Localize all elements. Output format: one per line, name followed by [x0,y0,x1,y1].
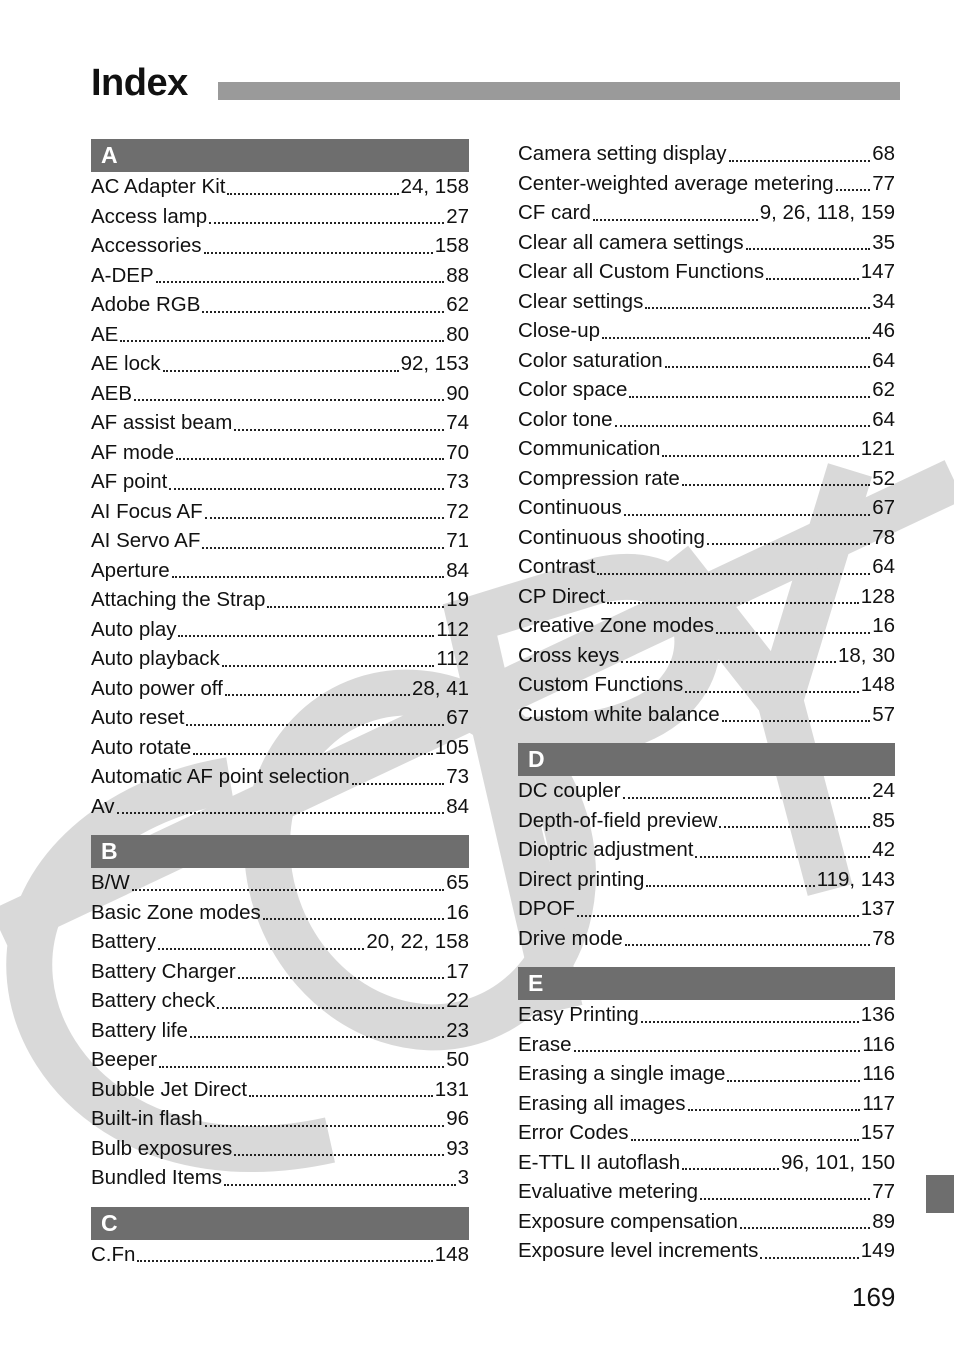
index-entry [91,792,469,822]
entry-term: Clear settings [518,289,644,313]
dot-leader [688,1109,861,1111]
entry-pages: 88 [446,263,469,287]
entry-term: Access lamp [91,204,208,228]
entry-pages: 136 [860,1003,895,1026]
dot-leader [574,1050,861,1052]
entry-pages: 119, 143 [816,867,895,891]
index-entry [518,287,895,317]
dot-leader [646,885,814,887]
entry-pages: 116 [862,1062,895,1085]
entry-pages: 93 [446,1136,469,1160]
dot-leader [607,602,858,604]
dot-leader [729,160,871,162]
dot-leader [625,944,870,946]
dot-leader [234,429,444,431]
dot-leader [202,311,444,313]
entry-pages: 52 [872,466,895,490]
entry-pages: 17 [446,959,469,983]
index-entry [91,261,469,291]
entry-pages: 148 [434,1242,469,1266]
dot-leader [707,543,870,545]
index-entry [91,1240,469,1270]
entry-term: Av [91,794,115,818]
entry-term: Creative Zone modes [518,614,714,637]
entry-pages: 112 [436,617,469,641]
entry-term: CP Direct [518,584,606,608]
dot-leader [224,1184,456,1186]
entry-pages: 84 [446,558,469,582]
entry-term: Drive mode [518,926,623,950]
dot-leader [222,665,435,667]
index-entry [518,257,895,287]
entry-pages: 62 [872,378,895,401]
entry-term: Bubble Jet Direct [91,1077,248,1101]
entry-term: Beeper [91,1048,158,1071]
entry-term: Custom Functions [518,673,684,696]
entry-term: Exposure level increments [518,1239,759,1262]
dot-leader [263,918,444,920]
dot-leader [695,856,870,858]
entry-term: Built-in flash [91,1107,203,1130]
entry-term: Erasing all images [518,1091,686,1115]
entry-pages: 73 [446,765,469,788]
index-entry [91,986,469,1016]
dot-leader [193,753,432,755]
index-entry [91,703,469,733]
dot-leader [205,1125,445,1127]
entry-pages: 67 [446,706,469,729]
index-entry [91,231,469,261]
dot-leader [186,724,444,726]
dot-leader [176,458,444,460]
dot-leader [267,606,444,608]
index-entry [91,202,469,232]
entry-pages: 34 [872,289,895,313]
section-header-c: C [91,1207,469,1240]
entry-term: Easy Printing [518,1003,639,1026]
entry-pages: 67 [872,496,895,519]
dot-leader [629,396,870,398]
index-entry [518,1177,895,1207]
entry-term: AC Adapter Kit [91,175,226,198]
index-entry [518,169,895,199]
entry-term: Continuous [518,496,622,519]
chapter-tab [926,1175,954,1213]
entry-pages: 42 [872,838,895,861]
dot-leader [169,488,444,490]
entry-pages: 18, 30 [838,643,895,667]
dot-leader [209,222,444,224]
entry-term: Custom white balance [518,702,720,726]
entry-pages: 112 [436,647,469,670]
dot-leader [602,337,870,339]
entry-pages: 80 [446,322,469,346]
entry-term: Communication [518,437,661,460]
dot-leader [597,573,870,575]
index-entry [518,924,895,954]
entry-pages: 137 [860,897,895,920]
index-entry [518,139,895,169]
index-entry [91,1104,469,1134]
entry-term: A-DEP [91,263,154,287]
entry-pages: 50 [446,1048,469,1071]
entry-pages: 96 [446,1107,469,1130]
dot-leader [234,1154,444,1156]
entry-pages: 64 [872,555,895,578]
index-entry [518,641,895,671]
index-entry [91,644,469,674]
entry-pages: 117 [862,1091,895,1115]
dot-leader [132,889,444,891]
dot-leader [117,812,445,814]
entry-pages: 23 [446,1018,469,1042]
entry-pages: 158 [434,234,469,257]
dot-leader [205,517,445,519]
entry-term: Basic Zone modes [91,900,261,924]
dot-leader [641,1021,859,1023]
entry-pages: 9, 26, 118, 159 [759,201,895,224]
entry-pages: 27 [446,204,469,228]
dot-leader [746,248,871,250]
dot-leader [593,219,758,221]
section-gap [518,953,895,967]
index-entry [91,674,469,704]
dot-leader [190,1036,444,1038]
index-entry [91,868,469,898]
entry-term: Color tone [518,407,613,431]
dot-leader [178,635,434,637]
index-entry [518,1089,895,1119]
section-header-b: B [91,835,469,868]
index-entry [91,408,469,438]
page-title: Index [91,62,188,104]
entry-pages: 78 [872,525,895,549]
section-gap [91,1193,469,1207]
entry-pages: 149 [860,1239,895,1262]
entry-pages: 89 [872,1209,895,1233]
dot-leader [227,193,398,195]
index-entry [91,526,469,556]
index-entry [518,1118,895,1148]
index-entry [91,556,469,586]
index-entry [91,379,469,409]
dot-leader [217,1007,444,1009]
dot-leader [204,252,433,254]
entry-term: Auto reset [91,706,185,729]
entry-term: Battery Charger [91,959,236,983]
entry-term: Auto rotate [91,735,192,759]
index-entry [91,467,469,497]
entry-pages: 131 [434,1077,469,1101]
entry-pages: 148 [860,673,895,696]
index-entry [91,615,469,645]
index-entry [518,700,895,730]
entry-term: Camera setting display [518,142,727,165]
entry-pages: 105 [434,735,469,759]
index-entry [518,434,895,464]
entry-term: B/W [91,871,130,894]
entry-term: Automatic AF point selection [91,765,350,788]
index-entry [91,290,469,320]
dot-leader [719,826,870,828]
entry-term: AF point [91,470,168,493]
entry-term: Color space [518,378,628,401]
index-entry [518,198,895,228]
dot-leader [238,977,444,979]
dot-leader [202,547,444,549]
entry-term: Depth-of-field preview [518,808,718,832]
entry-pages: 20, 22, 158 [366,930,469,953]
index-entry [518,228,895,258]
index-entry [518,894,895,924]
entry-term: CF card [518,201,591,224]
index-entry [518,316,895,346]
entry-term: AF assist beam [91,411,233,434]
index-entry [518,1059,895,1089]
index-entry [518,1030,895,1060]
entry-term: Battery [91,930,156,953]
dot-leader [249,1095,433,1097]
entry-term: AI Servo AF [91,529,201,552]
entry-pages: 73 [446,470,469,493]
entry-term: Attaching the Strap [91,588,266,611]
entry-term: Direct printing [518,867,645,891]
dot-leader [624,514,870,516]
entry-pages: 90 [446,381,469,405]
entry-term: Adobe RGB [91,293,201,316]
dot-leader [682,1168,779,1170]
dot-leader [172,576,445,578]
entry-term: AF mode [91,440,175,464]
entry-pages: 78 [872,926,895,950]
entry-pages: 77 [872,1180,895,1203]
index-entry [518,670,895,700]
entry-term: Error Codes [518,1121,629,1144]
entry-pages: 19 [446,588,469,611]
entry-term: AI Focus AF [91,499,203,523]
entry-term: AE lock [91,352,161,375]
entry-term: Clear all Custom Functions [518,260,765,283]
entry-pages: 28, 41 [412,676,469,700]
entry-term: AE [91,322,119,346]
entry-pages: 64 [872,348,895,372]
entry-term: Compression rate [518,466,680,490]
index-entry [91,927,469,957]
index-entry [91,497,469,527]
entry-term: Battery check [91,989,216,1012]
index-entry [518,806,895,836]
index-entry [91,957,469,987]
index-entry [518,776,895,806]
dot-leader [159,1066,444,1068]
index-entry [518,464,895,494]
dot-leader [665,366,870,368]
entry-pages: 72 [446,499,469,523]
dot-leader [682,484,870,486]
entry-pages: 70 [446,440,469,464]
page-number: 169 [852,1282,896,1312]
dot-leader [760,1257,858,1259]
index-entry [518,1207,895,1237]
index-entry [518,611,895,641]
index-entry [91,172,469,202]
dot-leader [740,1227,870,1229]
dot-leader [158,948,364,950]
section-header-a: A [91,139,469,172]
index-entry [518,523,895,553]
entry-term: Color saturation [518,348,663,372]
dot-leader [577,915,859,917]
title-rule [218,82,900,100]
section-gap [518,729,895,743]
entry-term: Auto playback [91,647,220,670]
index-entry [518,493,895,523]
dot-leader [615,425,871,427]
entry-term: Cross keys [518,643,620,667]
dot-leader [836,189,871,191]
entry-term: Contrast [518,555,596,578]
dot-leader [134,399,444,401]
index-entry [91,733,469,763]
index-entry [518,375,895,405]
entry-pages: 46 [872,319,895,342]
entry-pages: 3 [457,1166,469,1189]
index-entry [91,1045,469,1075]
index-entry [518,346,895,376]
entry-pages: 74 [446,411,469,434]
entry-term: Clear all camera settings [518,230,744,254]
entry-term: C.Fn [91,1242,136,1266]
entry-pages: 121 [860,437,895,460]
entry-pages: 65 [446,871,469,894]
dot-leader [662,455,858,457]
index-entry [518,552,895,582]
index-entry [518,865,895,895]
entry-pages: 35 [872,230,895,254]
entry-pages: 16 [446,900,469,924]
entry-term: Erasing a single image [518,1062,726,1085]
entry-pages: 157 [860,1121,895,1144]
entry-pages: 24 [872,779,895,802]
dot-leader [352,783,445,785]
index-entry [91,1016,469,1046]
entry-term: Continuous shooting [518,525,705,549]
entry-pages: 24, 158 [400,175,469,198]
dot-leader [685,691,859,693]
section-header-d: D [518,743,895,776]
dot-leader [621,661,836,663]
entry-pages: 147 [860,260,895,283]
entry-pages: 84 [446,794,469,818]
dot-leader [156,281,445,283]
index-entry [518,405,895,435]
index-entry [518,582,895,612]
entry-term: Auto power off [91,676,223,700]
index-entry [518,1148,895,1178]
dot-leader [137,1260,432,1262]
entry-term: AEB [91,381,133,405]
entry-pages: 62 [446,293,469,316]
dot-leader [700,1198,870,1200]
section-header-e: E [518,967,895,1000]
index-entry [91,349,469,379]
entry-pages: 64 [872,407,895,431]
index-entry [91,1134,469,1164]
entry-term: E-TTL II autoflash [518,1150,681,1174]
entry-pages: 22 [446,989,469,1012]
index-entry [91,762,469,792]
entry-pages: 85 [872,808,895,832]
entry-pages: 71 [446,529,469,552]
dot-leader [716,632,870,634]
entry-pages: 57 [872,702,895,726]
dot-leader [623,797,871,799]
index-entry [518,1000,895,1030]
entry-pages: 77 [872,171,895,195]
index-entry [91,320,469,350]
entry-term: Aperture [91,558,170,582]
index-entry [518,1236,895,1266]
index-entry [91,1075,469,1105]
entry-pages: 16 [872,614,895,637]
entry-term: Bundled Items [91,1166,223,1189]
dot-leader [225,694,410,696]
entry-term: Exposure compensation [518,1209,738,1233]
index-column-right [518,139,895,1266]
dot-leader [727,1080,860,1082]
entry-term: Close-up [518,319,601,342]
index-entry [91,585,469,615]
dot-leader [766,278,859,280]
entry-term: Erase [518,1032,572,1056]
dot-leader [120,340,444,342]
dot-leader [631,1139,859,1141]
dot-leader [645,307,870,309]
entry-term: Auto play [91,617,177,641]
section-gap [91,821,469,835]
entry-term: Evaluative metering [518,1180,699,1203]
entry-pages: 96, 101, 150 [781,1150,895,1174]
entry-term: Battery life [91,1018,188,1042]
entry-pages: 68 [872,142,895,165]
dot-leader [722,720,871,722]
entry-term: DPOF [518,897,575,920]
index-entry [91,1163,469,1193]
entry-term: Dioptric adjustment [518,838,694,861]
entry-term: Accessories [91,234,202,257]
entry-pages: 92, 153 [400,352,469,375]
index-entry [518,835,895,865]
entry-pages: 116 [862,1032,895,1056]
entry-term: DC coupler [518,779,621,802]
index-entry [91,898,469,928]
entry-term: Bulb exposures [91,1136,233,1160]
dot-leader [163,370,399,372]
entry-pages: 128 [860,584,895,608]
entry-term: Center-weighted average metering [518,171,834,195]
index-column-left [91,139,469,1269]
index-entry [91,438,469,468]
